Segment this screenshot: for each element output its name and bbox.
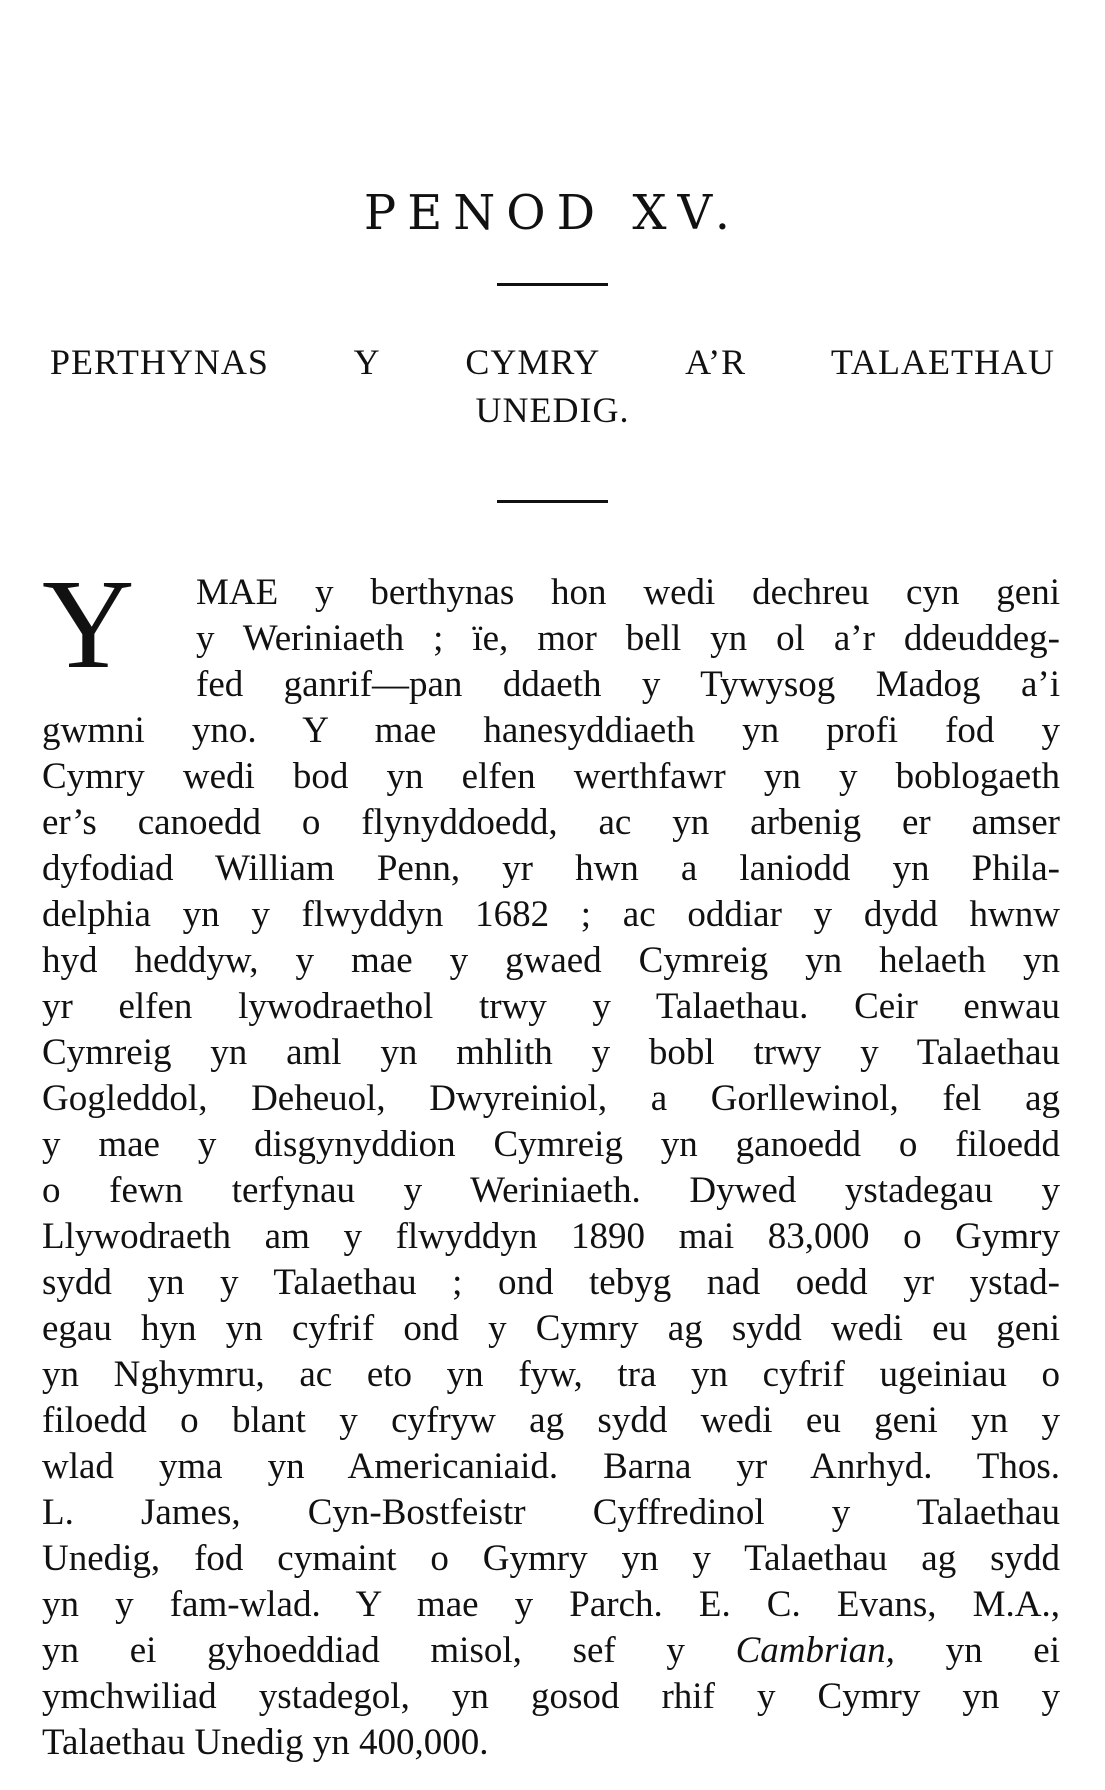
body-line: dyfodiad William Penn, yr hwn a laniodd yn Phila- [42,848,1060,889]
body-line: sydd yn y Talaethau ; ond tebyg nad oedd yr ystad- [42,1262,1060,1303]
body-line [42,1628,1060,1674]
section-title-line-1 [50,338,1055,386]
body-line: Unedig, fod cymaint o Gymry yn y Talaethau ag sydd [42,1538,1060,1579]
body-line: Cymreig yn aml yn mhlith y bobl trwy y Talaethau [42,1032,1060,1073]
body-line: ymchwiliad ystadegol, yn gosod rhif y Cymry yn y [42,1676,1060,1717]
body-line: yn y fam-wlad. Y mae y Parch. E. C. Evans, M.A., [42,1584,1060,1625]
section-title-word: PERTHYNAS [50,342,269,382]
section-title-word: A’R [685,342,747,382]
section-title-line-2: UNEDIG. [475,390,630,430]
body-line: MAE y berthynas hon wedi dechreu cyn geni [196,572,1060,613]
body-line: er’s canoedd o flynyddoedd, ac yn arbenig er amser [42,802,1060,843]
section-title-word: TALAETHAU [830,342,1055,382]
section-title-word: CYMRY [465,342,601,382]
section-title-word: Y [353,342,381,382]
body-line: hyd heddyw, y mae y gwaed Cymreig yn helaeth yn [42,940,1060,981]
body-line: wlad yma yn Americaniaid. Barna yr Anrhyd. Thos. [42,1446,1060,1487]
body-line: Gogleddol, Deheuol, Dwyreiniol, a Gorllewinol, fel ag [42,1078,1060,1119]
body-line: Cymry wedi bod yn elfen werthfawr yn y boblogaeth [42,756,1060,797]
body-line: yr elfen lywodraethol trwy y Talaethau. Ceir enwau [42,986,1060,1027]
body-line: y Weriniaeth ; ïe, mor bell yn ol a’r ddeuddeg- [196,618,1060,659]
body-line: filoedd o blant y cyfryw ag sydd wedi eu geni yn y [42,1400,1060,1441]
body-line: y mae y disgynyddion Cymreig yn ganoedd o filoedd [42,1124,1060,1165]
body-line: Llywodraeth am y flwyddyn 1890 mai 83,000 o Gymry [42,1216,1060,1257]
body-line: yn Nghymru, ac eto yn fyw, tra yn cyfrif ugeiniau o [42,1354,1060,1395]
body-line: L. James, Cyn-Bostfeistr Cyffredinol y Talaethau [42,1492,1060,1533]
body-line: o fewn terfynau y Weriniaeth. Dywed ystadegau y [42,1170,1060,1211]
body-line: gwmni yno. Y mae hanesyddiaeth yn profi fod y [42,710,1060,751]
drop-cap: Y [42,553,135,695]
body-line: egau hyn yn cyfrif ond y Cymry ag sydd wedi eu geni [42,1308,1060,1349]
body-line: delphia yn y flwyddyn 1682 ; ac oddiar y dydd hwnw [42,894,1060,935]
body-line-text: yn ei gyhoeddiad misol, sef y [42,1630,736,1671]
section-title [50,338,1055,434]
title-divider [497,283,608,286]
chapter-title: PENOD XV. [363,185,742,241]
section-divider [497,500,608,503]
body-line: Talaethau Unedig yn 400,000. [42,1722,489,1763]
italic-title: Cambrian, [735,1630,895,1671]
body-line: fed ganrif—pan ddaeth y Tywysog Madog a’i [196,664,1060,705]
body-line-text: yn ei [894,1630,1060,1671]
